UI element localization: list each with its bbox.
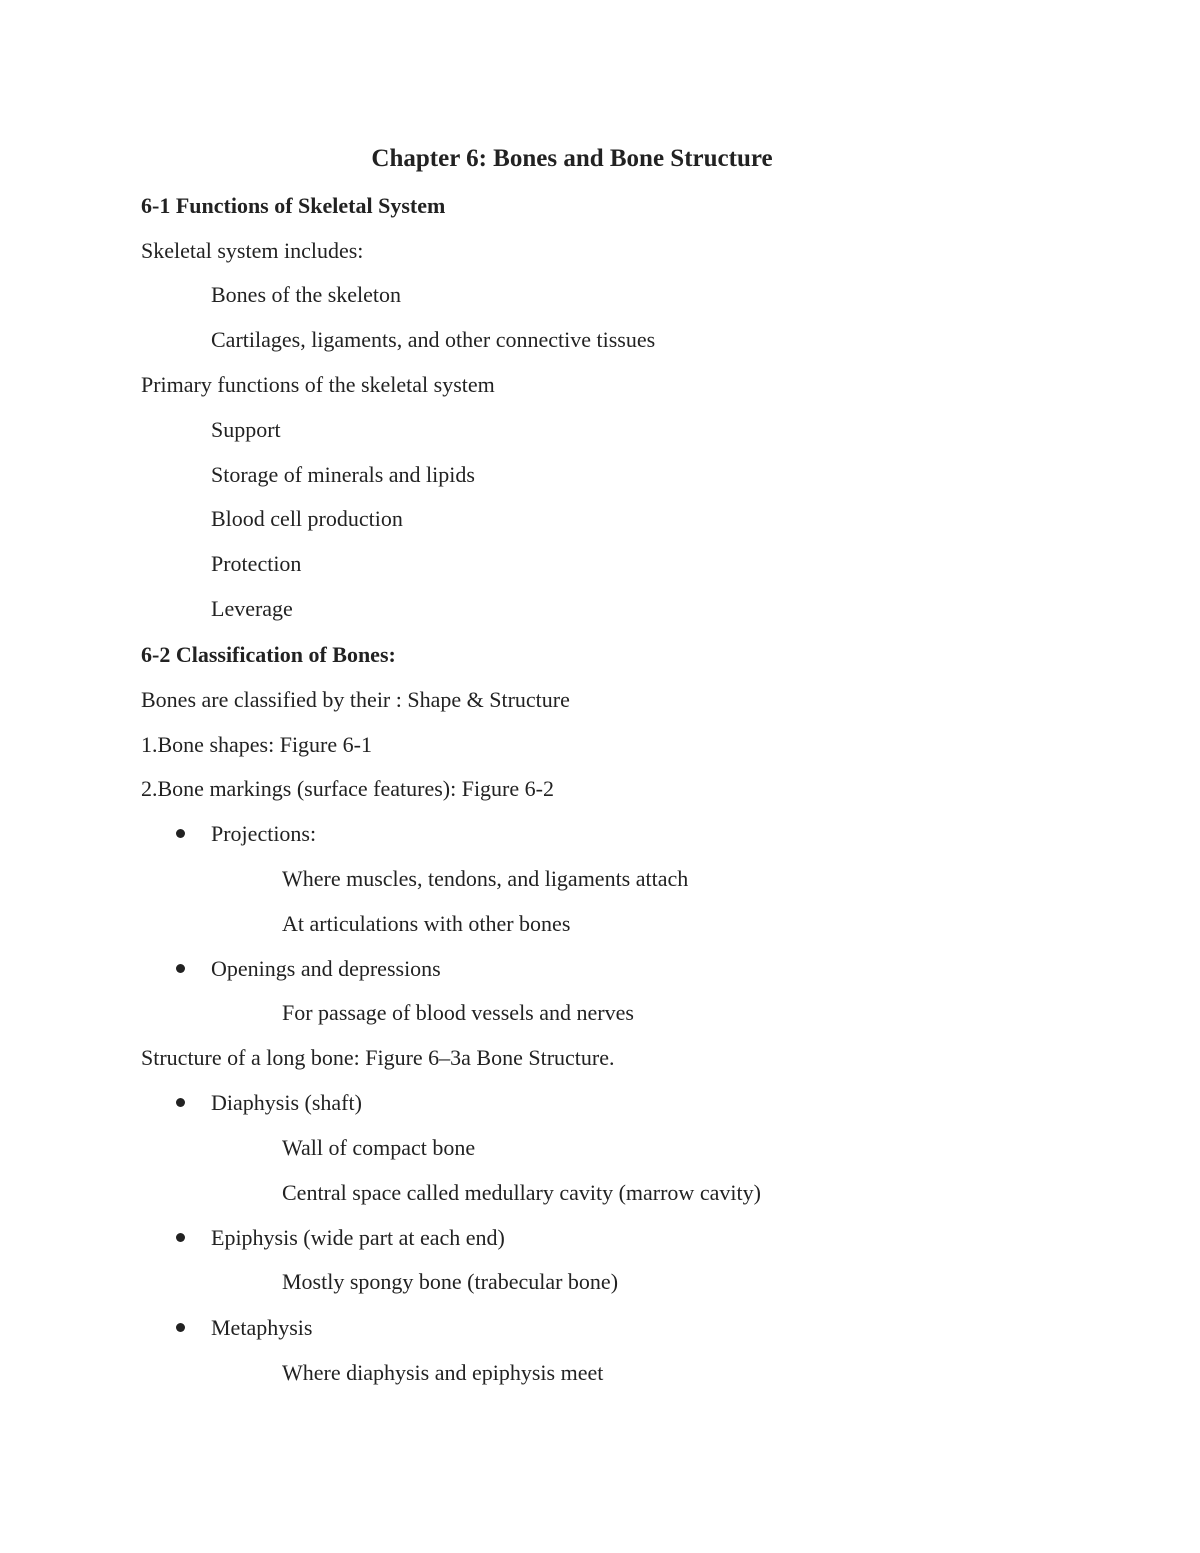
openings-item: For passage of blood vessels and nerves [282, 1000, 634, 1025]
long-bone-line: Structure of a long bone: Figure 6–3a Bone Structure. [141, 1045, 615, 1070]
bullet-icon [176, 1098, 185, 1107]
includes-item: Cartilages, ligaments, and other connective tissues [211, 327, 656, 352]
function-item: Blood cell production [211, 506, 403, 531]
section-heading-functions: 6-1 Functions of Skeletal System [141, 193, 446, 218]
section-heading-classification: 6-2 Classification of Bones: [141, 642, 396, 667]
bullet-icon [176, 1323, 185, 1332]
metaphysis-item: Where diaphysis and epiphysis meet [282, 1360, 604, 1385]
includes-item: Bones of the skeleton [211, 282, 402, 307]
epiphysis-label: Epiphysis (wide part at each end) [211, 1225, 505, 1250]
functions-label: Primary functions of the skeletal system [141, 372, 495, 397]
projections-item: Where muscles, tendons, and ligaments attach [282, 866, 689, 891]
openings-label: Openings and depressions [211, 956, 441, 981]
projections-item: At articulations with other bones [282, 911, 571, 936]
function-item: Support [211, 417, 281, 442]
bone-markings-line: 2.Bone markings (surface features): Figure 6-2 [141, 776, 554, 801]
diaphysis-label: Diaphysis (shaft) [211, 1090, 362, 1115]
bone-shapes-line: 1.Bone shapes: Figure 6-1 [141, 732, 372, 757]
diaphysis-item: Central space called medullary cavity (marrow cavity) [282, 1180, 761, 1205]
function-item: Protection [211, 551, 302, 576]
metaphysis-label: Metaphysis [211, 1315, 313, 1340]
page-title: Chapter 6: Bones and Bone Structure [371, 145, 773, 172]
diaphysis-item: Wall of compact bone [282, 1135, 476, 1160]
bullet-icon [176, 1233, 185, 1242]
function-item: Leverage [211, 596, 293, 621]
function-item: Storage of minerals and lipids [211, 462, 475, 487]
includes-label: Skeletal system includes: [141, 238, 364, 263]
bullet-icon [176, 964, 185, 973]
epiphysis-item: Mostly spongy bone (trabecular bone) [282, 1269, 619, 1294]
classified-line: Bones are classified by their : Shape & Structure [141, 687, 570, 712]
projections-label: Projections: [211, 821, 317, 846]
bullet-icon [176, 829, 185, 838]
